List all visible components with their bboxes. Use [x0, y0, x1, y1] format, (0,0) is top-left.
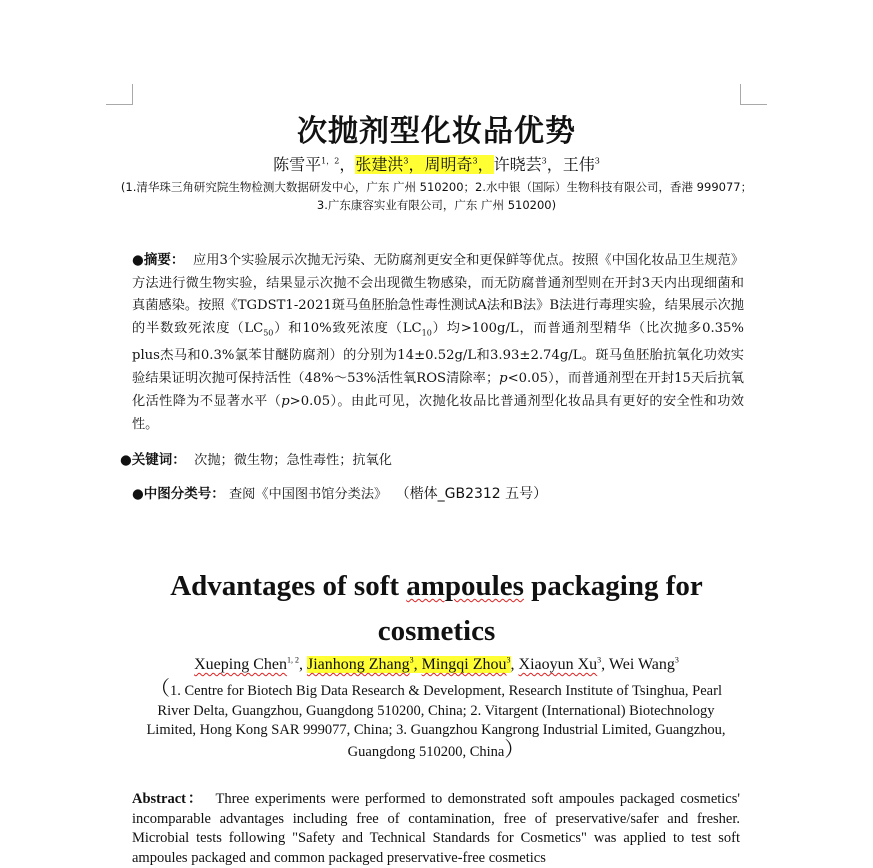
page-corner-mark-top-right: [740, 84, 767, 105]
chinese-authors: [0, 152, 873, 175]
keywords-label-cn: ●关键词：: [120, 452, 186, 468]
author-en-2-highlighted: Jianhong Zhang$^3$, Mingqi Zhou$^3$: [306, 655, 511, 673]
page-corner-mark-top-left: [106, 84, 133, 105]
author-en-5: Wei Wang$^3$: [608, 655, 679, 673]
classification-label-cn: ●中图分类号：: [132, 486, 225, 502]
english-authors: Xueping Chen$^{1, 2}$, Jianhong Zhang$^3$, Mingqi Zhou$^3$, Xiaoyun Xu$^3$, Wei Wang$^3$: [194, 655, 679, 673]
classification-value-cn: 查阅《中国图书馆分类法》: [228, 487, 388, 502]
author-cn-1: 陈雪平$^{1,2}$，: [273, 155, 356, 174]
chinese-classification: [132, 482, 547, 503]
english-abstract: [132, 790, 740, 868]
keywords-value-cn: 次抛；微生物；急性毒性；抗氧化: [194, 453, 392, 468]
abstract-label-cn: ●摘要：: [132, 252, 185, 268]
english-affiliation: （1. Centre for Biotech Big Data Research & Development, Research Institute of Tsinghua, Pearl River Delta, Guangzhou, Guangdong 510200, China; 2. Vitargent (International) Biotechnology Limited, Hong Kong SAR 999077, China; 3. Guangzhou Kangrong Industrial Limited, Guangzhou, Guangdong 510200, China）: [146, 678, 726, 761]
chinese-title: 次抛剂型化妆品优势: [297, 114, 576, 149]
classification-note-cn: （楷体_GB2312 五号）: [395, 486, 548, 502]
chinese-affiliation: (1.清华珠三角研究院生物检测大数据研发中心，广东 广州 510200；2.水中银（国际）生物科技有限公司，香港 999077；3.广东康容实业有限公司，广东 广州 510200): [120, 180, 753, 212]
author-cn-5: 王伟$^3$: [562, 155, 600, 174]
abstract-label-en: Abstract：: [132, 791, 205, 807]
chinese-abstract: ●摘要： 应用3个实验展示次抛无污染、无防腐剂更安全和更保鲜等优点。按照《中国化妆品卫生规范》方法进行微生物实验，结果显示次抛不会出现微生物感染，而无防腐普通剂型则在开封3天内出现细菌和真菌感染。按照《TGDST1-2021斑马鱼胚胎急性毒性测试A法和B法》B法进行毒理实验，结果展示次抛的半数致死浓度$(LC_{50})$和10%致死浓度$(LC_{10})$均>100g/L，而普通剂型精华（比次抛多0.35% plus杰马和0.3%氯苯甘醚防腐剂）的分别为14±0.52g/L和3.93±2.74g/L。斑马鱼胚胎抗氧化功效实验结果证明次抛可保持活性（48%～53%活性氧ROS清除率；p<0.05），而普通剂型在开封15天后抗氧化活性降为不显著水平（p>0.05）。由此可见，次抛化妆品比普通剂型化妆品具有更好的安全性和功效性。: [132, 252, 745, 432]
author-en-1: Xueping Chen$^{1, 2}$,: [194, 655, 307, 673]
english-title: Advantages of soft ampoules packaging for cosmetics: [170, 570, 703, 647]
abstract-text-en: Three experiments were performed to demonstrated soft ampoules packaged cosmetics' incomparable advantages including free of contamination, free of preservative/safer and fresher. Microbial tests following "Safety and Technical Standards for Cosmetics" was applied to test soft ampoules packaged and common packaged preservative-free cosmetics: [132, 791, 740, 866]
author-en-4: Xiaoyun Xu$^3$,: [518, 655, 609, 673]
chinese-keywords: [120, 448, 392, 468]
author-cn-2-highlighted: 张建洪$^3$，周明奇$^3$，: [355, 155, 494, 174]
author-cn-4: 许晓芸$^3$，: [493, 155, 563, 174]
